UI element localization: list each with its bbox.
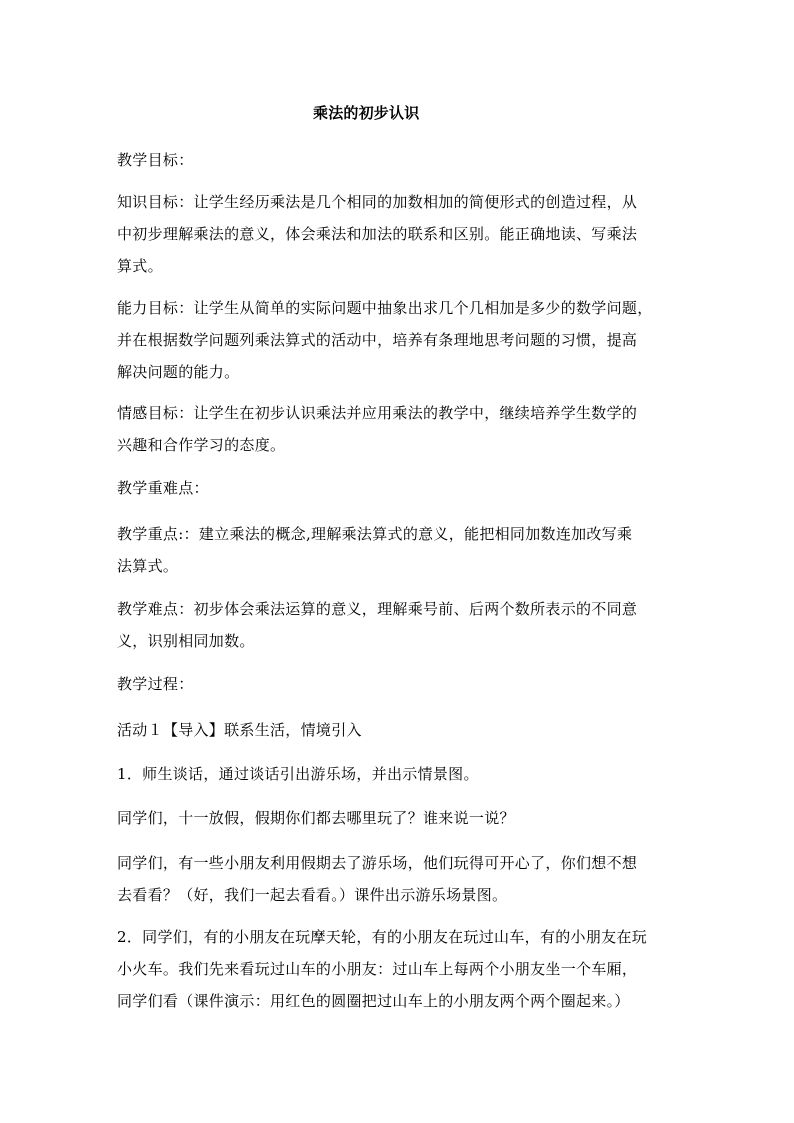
- document-title: 乘法的初步认识: [313, 104, 420, 122]
- text-line: 解决问题的能力。: [117, 363, 240, 381]
- paragraph-difficult-point: [117, 593, 687, 657]
- paragraph-step-2: [117, 921, 687, 1017]
- text-line: 2．同学们，有的小朋友在玩摩天轮，有的小朋友在玩过山车，有的小朋友在玩: [117, 928, 648, 946]
- text-line: 1．师生谈话，通过谈话引出游乐场，并出示情景图。: [117, 765, 479, 783]
- paragraph-question: [117, 802, 687, 834]
- text-line: 能力目标：让学生从简单的实际问题中抽象出求几个几相加是多少的数学问题，: [117, 299, 653, 317]
- text-line: 教学重难点：: [117, 479, 209, 497]
- paragraph-step-1: [117, 758, 687, 790]
- text-line: 并在根据数学问题列乘法算式的活动中，培养有条理地思考问题的习惯，提高: [117, 331, 638, 349]
- text-line: 同学们，有一些小朋友利用假期去了游乐场，他们玩得可开心了，你们想不想: [117, 854, 638, 872]
- text-line: 知识目标：让学生经历乘法是几个相同的加数相加的简便形式的创造过程，从: [117, 193, 638, 211]
- heading-teaching-goals: [117, 144, 687, 176]
- text-line: 算式。: [117, 257, 163, 275]
- text-line: 中初步理解乘法的意义，体会乘法和加法的联系和区别。能正确地读、写乘法: [117, 225, 638, 243]
- text-line: 同学们，十一放假，假期你们都去哪里玩了？谁来说一说？: [117, 809, 515, 827]
- paragraph-knowledge-goal: [117, 186, 687, 282]
- paragraph-amusement-park: [117, 847, 687, 911]
- text-line: 教学过程：: [117, 675, 194, 693]
- heading-key-difficult-points: [117, 472, 687, 504]
- text-line: 法算式。: [117, 557, 179, 575]
- text-line: 兴趣和合作学习的态度。: [117, 436, 286, 454]
- paragraph-emotion-goal: [117, 397, 687, 461]
- paragraph-key-point: [117, 518, 687, 582]
- text-line: 情感目标：让学生在初步认识乘法并应用乘法的教学中，继续培养学生数学的: [117, 404, 638, 422]
- paragraph-ability-goal: [117, 292, 687, 388]
- heading-activity-1: [117, 714, 687, 746]
- text-line: 教学难点：初步体会乘法运算的意义，理解乘号前、后两个数所表示的不同意: [117, 600, 638, 618]
- text-line: 去看看？（好，我们一起去看看。）课件出示游乐场景图。: [117, 886, 508, 904]
- text-line: 小火车。我们先来看玩过山车的小朋友：过山车上每两个小朋友坐一个车厢，: [117, 960, 638, 978]
- text-line: 教学重点:：建立乘法的概念,理解乘法算式的意义，能把相同加数连加改写乘: [117, 525, 633, 543]
- text-line: 教学目标：: [117, 151, 194, 169]
- heading-teaching-process: [117, 668, 687, 700]
- text-line: 活动１【导入】联系生活，情境引入: [117, 721, 362, 739]
- text-line: 同学们看（课件演示：用红色的圆圈把过山车上的小朋友两个两个圈起来。）: [117, 992, 630, 1010]
- text-line: 义，识别相同加数。: [117, 632, 255, 650]
